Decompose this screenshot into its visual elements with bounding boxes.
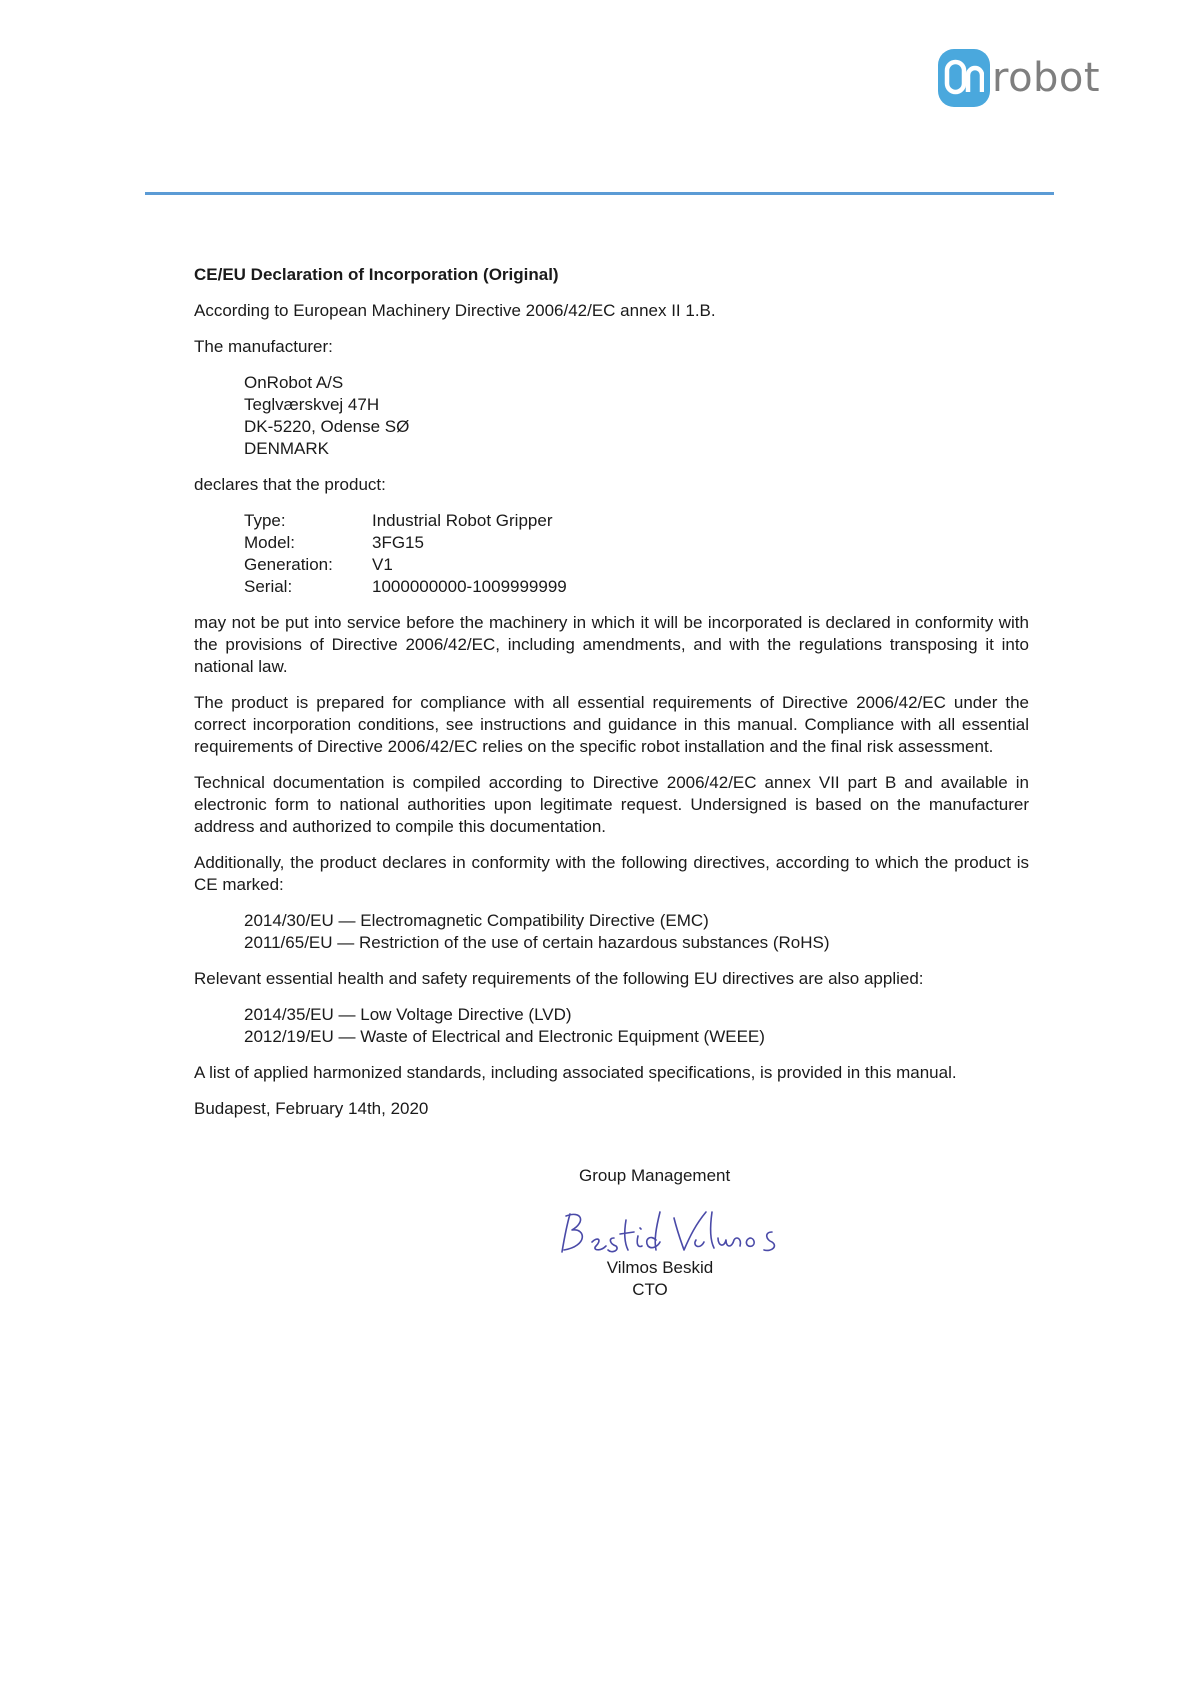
directive-item: 2011/65/EU — Restriction of the use of certain hazardous substances (RoHS) — [244, 933, 830, 952]
logo-brand-text: robot — [992, 55, 1101, 101]
spec-value: 1000000000-1009999999 — [372, 577, 567, 596]
onrobot-logo — [938, 49, 1100, 107]
spec-row — [244, 576, 567, 598]
document-title: CE/EU Declaration of Incorporation (Original) — [194, 265, 559, 284]
place-date: Budapest, February 14th, 2020 — [194, 1099, 429, 1118]
signer-title: CTO — [632, 1280, 668, 1299]
spec-value: V1 — [372, 555, 393, 574]
declares-label: declares that the product: — [194, 475, 386, 494]
manufacturer-name: OnRobot A/S — [244, 373, 344, 392]
standards-note: A list of applied harmonized standards, including associated specifications, is provided in this manual. — [194, 1063, 957, 1082]
manufacturer-country: DENMARK — [244, 439, 330, 458]
technical-paragraph: Technical documentation is compiled according to Directive 2006/42/EC annex VII part B and available in electronic form to national authorities upon legitimate request. Undersigned is based on the manufacturer address and authorized to compile this documentation. — [194, 773, 1029, 836]
header-rule — [145, 192, 1054, 195]
logo-mark-glyph — [944, 58, 984, 98]
signature-image — [556, 1206, 786, 1258]
spec-row — [244, 532, 567, 554]
product-spec-table — [244, 510, 567, 598]
spec-key: Generation: — [244, 555, 333, 574]
declaration-body — [194, 264, 1029, 1134]
logo-mark — [938, 49, 990, 107]
relevant-label: Relevant essential health and safety requirements of the following EU directives are also applied: — [194, 969, 924, 988]
directive-item: 2014/35/EU — Low Voltage Directive (LVD) — [244, 1005, 572, 1024]
additionally-paragraph: Additionally, the product declares in conformity with the following directives, according to which the product is CE marked: — [194, 853, 1029, 894]
spec-row — [244, 510, 567, 532]
directive-item: 2014/30/EU — Electromagnetic Compatibility Directive (EMC) — [244, 911, 709, 930]
ce-directive-list — [244, 910, 1029, 954]
spec-value: Industrial Robot Gripper — [372, 511, 553, 530]
spec-key: Type: — [244, 511, 286, 530]
directive-item: 2012/19/EU — Waste of Electrical and Electronic Equipment (WEEE) — [244, 1027, 765, 1046]
spec-value: 3FG15 — [372, 533, 424, 552]
manufacturer-address — [244, 372, 1029, 460]
manufacturer-street: Teglværskvej 47H — [244, 395, 380, 414]
applied-directive-list — [244, 1004, 1029, 1048]
spec-key: Model: — [244, 533, 296, 552]
spec-key: Serial: — [244, 577, 293, 596]
manufacturer-label: The manufacturer: — [194, 337, 333, 356]
spec-row — [244, 554, 567, 576]
compliance-paragraph: The product is prepared for compliance with all essential requirements of Directive 2006/42/EC under the correct incorporation conditions, see instructions and guidance in this manual. Compliance with all essential requirements of Directive 2006/42/EC relies on the specific robot installation and the final risk assessment. — [194, 693, 1029, 756]
manufacturer-city: DK-5220, Odense SØ — [244, 417, 410, 436]
group-management: Group Management — [579, 1166, 731, 1185]
signer-name: Vilmos Beskid — [606, 1258, 714, 1277]
intro-text: According to European Machinery Directive 2006/42/EC annex II 1.B. — [194, 301, 716, 320]
service-paragraph: may not be put into service before the machinery in which it will be incorporated is declared in conformity with the provisions of Directive 2006/42/EC, including amendments, and with the regulations transposing it into national law. — [194, 613, 1029, 676]
